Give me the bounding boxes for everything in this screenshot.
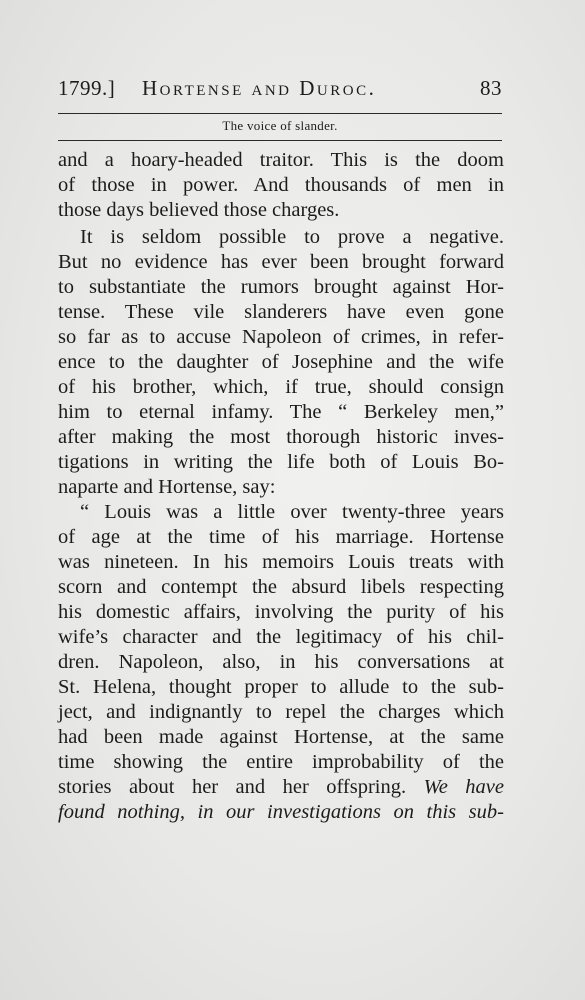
text-line: his domestic affairs, involving the purity of his	[58, 601, 504, 623]
header-rule-top	[58, 113, 502, 114]
text-segment: stories about her and her offspring.	[58, 776, 407, 798]
text-line: after making the most thorough historic inves-	[58, 426, 504, 448]
text-line: It is seldom possible to prove a negative.	[80, 226, 504, 248]
text-line: wife’s character and the legitimacy of his chil-	[58, 626, 504, 648]
text-line: But no evidence has ever been brought forward	[58, 251, 504, 273]
text-line: and a hoary-headed traitor. This is the doom	[58, 149, 504, 171]
text-line: ject, and indignantly to repel the charges which	[58, 701, 504, 723]
text-line: tigations in writing the life both of Louis Bo-	[58, 451, 504, 473]
text-line: of those in power. And thousands of men in	[58, 174, 504, 196]
running-head-title: Hortense and Duroc.	[142, 76, 377, 100]
text-line: was nineteen. In his memoirs Louis treats with	[58, 551, 504, 573]
running-head-date: 1799.]	[58, 76, 116, 100]
text-line: dren. Napoleon, also, in his conversations at	[58, 651, 504, 673]
text-line: of age at the time of his marriage. Hortense	[58, 526, 504, 548]
italic-text-segment: We have	[423, 776, 504, 798]
text-line: ence to the daughter of Josephine and the wife	[58, 351, 504, 373]
page-number: 83	[480, 76, 502, 100]
italic-text-line: found nothing, in our investigations on this sub-	[58, 801, 504, 823]
text-line: of his brother, which, if true, should consign	[58, 376, 504, 398]
text-line: time showing the entire improbability of the	[58, 751, 504, 773]
text-line: those days believed those charges.	[58, 199, 340, 221]
text-line: naparte and Hortense, say:	[58, 476, 276, 498]
text-line: had been made against Hortense, at the same	[58, 726, 504, 748]
body-text	[58, 148, 504, 825]
text-line-mixed	[58, 775, 504, 800]
text-line: St. Helena, thought proper to allude to the sub-	[58, 676, 504, 698]
header-rule-bottom	[58, 140, 502, 141]
text-line: “ Louis was a little over twenty-three years	[80, 501, 504, 523]
running-head	[58, 76, 502, 110]
text-line: so far as to accuse Napoleon of crimes, in refer-	[58, 326, 504, 348]
text-line: tense. These vile slanderers have even gone	[58, 301, 504, 323]
text-line: scorn and contempt the absurd libels respecting	[58, 576, 504, 598]
section-subhead: The voice of slander.	[222, 118, 338, 133]
text-line: him to eternal infamy. The “ Berkeley men,”	[58, 401, 504, 423]
text-line: to substantiate the rumors brought against Hor-	[58, 276, 504, 298]
